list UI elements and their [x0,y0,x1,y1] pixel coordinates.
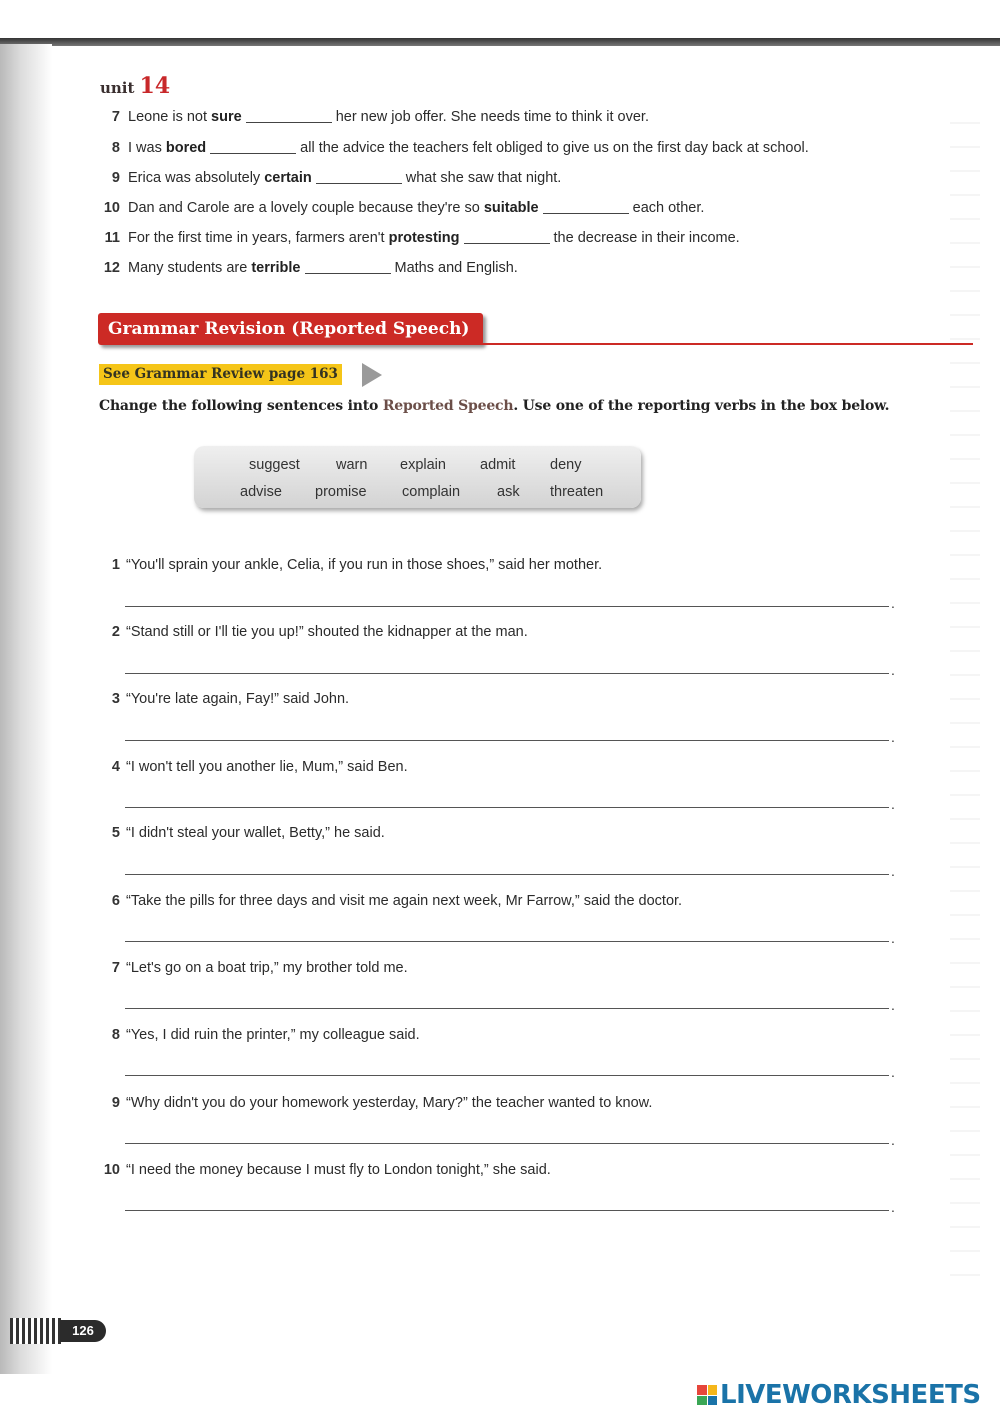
item-text-before: For the first time in years, farmers aren't [128,230,385,246]
liveworksheets-logo-icon [697,1385,717,1405]
question-text: “Take the pills for three days and visit me again next week, Mr Farrow,” said the doctor. [126,893,683,909]
question-line [96,557,602,573]
instruction-highlight: Reported Speech [382,398,514,414]
page-binding-shadow [0,44,52,1374]
answer-period: . [891,1199,895,1215]
question-number: 10 [103,1162,120,1178]
verb-word: complain [402,484,461,500]
answer-line[interactable] [125,673,889,674]
question-number: 5 [111,825,120,841]
question-line [96,691,349,707]
liveworksheets-brand [697,1379,981,1411]
question-line [96,759,408,775]
grammar-review-link[interactable]: See Grammar Review page 163 [99,364,342,385]
item-text-after: the decrease in their income. [553,230,740,246]
answer-line[interactable] [125,1143,889,1144]
answer-blank[interactable] [464,243,550,244]
question-text: “I need the money because I must fly to London tonight,” she said. [126,1162,551,1178]
answer-line[interactable] [125,874,889,875]
question-text: “You'll sprain your ankle, Celia, if you run in those shoes,” said her mother. [126,557,603,573]
question-number: 7 [111,960,120,976]
show-through-texture [950,100,980,1280]
answer-period: . [891,1064,895,1080]
question-number: 4 [111,759,120,775]
question-text: “Yes, I did ruin the printer,” my colleague said. [126,1027,420,1043]
item-text-before: Erica was absolutely [128,170,261,186]
answer-period: . [891,729,895,745]
answer-line[interactable] [125,941,889,942]
item-text-after: all the advice the teachers felt obliged to give us on the first day back at school. [300,140,809,156]
question-text: “I won't tell you another lie, Mum,” said Ben. [126,759,408,775]
unit-label: unit [100,79,135,97]
answer-period: . [891,930,895,946]
item-text-before: I was [128,140,162,156]
item-number: 12 [103,260,120,276]
section-rule [470,343,973,345]
answer-period: . [891,1132,895,1148]
answer-blank[interactable] [543,213,629,214]
item-number: 7 [111,109,120,125]
answer-line[interactable] [125,740,889,741]
instructions [99,398,889,414]
question-number: 3 [111,691,120,707]
exercise-line [96,140,809,156]
question-line [96,624,528,640]
question-number: 9 [111,1095,120,1111]
page-edge-marks [10,1318,62,1344]
section-title: Grammar Revision (Reported Speech) [98,313,483,345]
answer-line[interactable] [125,606,889,607]
verb-word: promise [315,484,367,500]
exercise-line [96,230,740,246]
instruction-start: Change the following sentences into [99,398,379,414]
top-edge-bar [0,38,1000,46]
question-number: 2 [111,624,120,640]
answer-period: . [891,662,895,678]
unit-number: 14 [139,73,171,99]
question-number: 1 [111,557,120,573]
answer-line[interactable] [125,1075,889,1076]
question-text: “I didn't steal your wallet, Betty,” he said. [126,825,385,841]
reporting-verbs-box [194,446,641,508]
verb-word: warn [336,457,368,473]
answer-blank[interactable] [246,122,332,123]
verb-word: explain [400,457,446,473]
item-text-before: Leone is not [128,109,208,125]
item-number: 10 [103,200,120,216]
question-text: “Let's go on a boat trip,” my brother told me. [126,960,408,976]
item-keyword: protesting [388,230,460,246]
item-text-before: Many students are [128,260,248,276]
answer-period: . [891,796,895,812]
answer-line[interactable] [125,1008,889,1009]
question-number: 8 [111,1027,120,1043]
item-keyword: bored [165,140,207,156]
item-keyword: sure [211,109,242,125]
liveworksheets-wordmark: LIVEWORKSHEETS [720,1380,981,1410]
answer-blank[interactable] [210,153,296,154]
question-text: “Why didn't you do your homework yesterday, Mary?” the teacher wanted to know. [126,1095,653,1111]
question-line [96,960,408,976]
answer-line[interactable] [125,807,889,808]
exercise-line [96,200,704,216]
verb-word: advise [240,484,282,500]
verb-word: ask [497,484,520,500]
exercise-line [96,109,649,125]
item-number: 8 [111,140,120,156]
item-text-before: Dan and Carole are a lovely couple because they're so [128,200,480,216]
question-line [96,825,385,841]
answer-blank[interactable] [305,273,391,274]
instruction-end: . Use one of the reporting verbs in the box below. [513,398,890,414]
item-keyword: terrible [251,260,301,276]
item-keyword: certain [264,170,312,186]
item-keyword: suitable [483,200,539,216]
question-line [96,1162,551,1178]
arrow-right-icon [362,363,382,387]
exercise-line [96,170,561,186]
question-line [96,893,682,909]
item-text-after: Maths and English. [394,260,518,276]
verb-word: threaten [550,484,604,500]
question-text: “You're late again, Fay!” said John. [126,691,350,707]
question-line [96,1095,652,1111]
answer-period: . [891,997,895,1013]
item-text-after: what she saw that night. [405,170,562,186]
unit-heading [100,73,170,99]
item-number: 9 [111,170,120,186]
answer-line[interactable] [125,1210,889,1211]
answer-blank[interactable] [316,183,402,184]
verb-word: admit [480,457,516,473]
page-number: 126 [60,1320,106,1342]
item-text-after: her new job offer. She needs time to think it over. [335,109,649,125]
question-text: “Stand still or I'll tie you up!” shouted the kidnapper at the man. [126,624,528,640]
verb-word: deny [550,457,582,473]
exercise-line [96,260,518,276]
item-text-after: each other. [632,200,705,216]
answer-period: . [891,595,895,611]
verb-word: suggest [249,457,300,473]
question-number: 6 [111,893,120,909]
item-number: 11 [104,230,120,246]
question-line [96,1027,420,1043]
answer-period: . [891,863,895,879]
